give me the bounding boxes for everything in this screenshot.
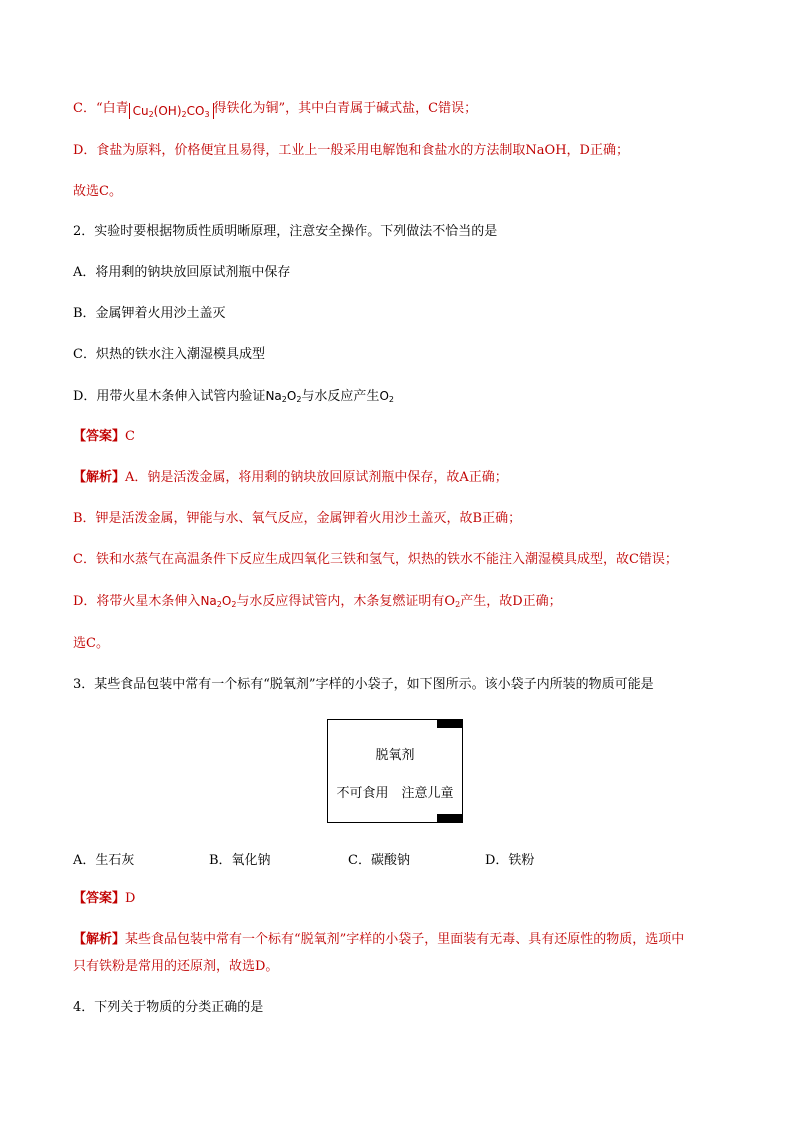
q2-option-a: A．将用剩的钠块放回原试剂瓶中保存 <box>73 265 291 280</box>
prev-option-c <box>73 100 477 119</box>
analysis-d-text: D．将带火星木条伸入 <box>73 594 201 609</box>
q3-option-c: C．碳酸钠 <box>348 853 410 868</box>
q3-option-b: B．氧化钠 <box>209 853 271 868</box>
q2-analysis-c: C．铁和水蒸气在高温条件下反应生成四氧化三铁和氢气，炽热的铁水不能注入潮湿模具成型，故C错误； <box>73 552 678 567</box>
prev-option-c-text: C．“白青 <box>73 101 129 116</box>
answer-value: D <box>125 891 136 906</box>
formula-na-sub: 2 <box>216 600 222 609</box>
answer-tag: 【答案】 <box>73 429 126 444</box>
formula-co: CO <box>186 104 205 118</box>
q3-analysis-1 <box>73 931 684 949</box>
q2-option-c: C．炽热的铁水注入潮湿模具成型 <box>73 347 265 362</box>
q3-option-d: D．铁粉 <box>485 853 535 868</box>
prev-option-c-rest: 得铁化为铜”，其中白青属于碱式盐，C错误； <box>213 101 478 116</box>
package-seal-bottom <box>437 814 463 823</box>
na2o2-formula-analysis <box>200 594 236 608</box>
white-qing-formula <box>129 103 214 119</box>
q3-stem: 3．某些食品包装中常有一个标有“脱氧剂”字样的小袋子，如下图所示。该小袋子内所装的物质可能是 <box>73 677 654 692</box>
formula-na-sub: 2 <box>281 395 287 404</box>
formula-o2-sub: 2 <box>388 395 394 404</box>
analysis-tag: 【解析】 <box>73 932 126 947</box>
package-warning: 不可食用 注意儿童 <box>336 786 454 801</box>
q2-option-d <box>73 387 394 406</box>
q2-analysis-d <box>73 592 562 611</box>
package-seal-top <box>437 719 463 728</box>
formula-co-sub: 3 <box>204 110 210 119</box>
q2-analysis-b: B．钾是活泼金属，钾能与水、氧气反应，金属钾着火用沙土盖灭，故B正确； <box>73 511 522 526</box>
formula-o2: O <box>379 389 389 403</box>
formula-oh: (OH) <box>153 104 182 118</box>
q2-answer <box>73 428 135 446</box>
q2-option-d-text: D．用带火星木条伸入试管内验证 <box>73 389 266 404</box>
q3-analysis-2: 只有铁粉是常用的还原剂，故选D。 <box>73 959 279 974</box>
q2-stem: 2．实验时要根据物质性质明晰原理，注意安全操作。下列做法不恰当的是 <box>73 224 498 239</box>
formula-o2-sub: 2 <box>455 600 461 609</box>
answer-tag: 【答案】 <box>73 891 126 906</box>
formula-na: Na <box>265 389 282 403</box>
q3-answer <box>73 890 135 908</box>
formula-o-sub: 2 <box>296 395 302 404</box>
formula-o: O <box>286 389 297 403</box>
na2o2-formula <box>265 389 301 403</box>
q3-option-a: A．生石灰 <box>73 853 135 868</box>
package-title: 脱氧剂 <box>375 748 415 763</box>
o2-formula <box>379 389 394 403</box>
q2-option-d-rest: 与水反应产生 <box>301 389 380 404</box>
q2-option-b: B．金属钾着火用沙土盖灭 <box>73 306 226 321</box>
deoxidizer-package-figure <box>327 719 463 823</box>
analysis-d-end: 产生，故D正确； <box>460 594 562 609</box>
formula-o: O <box>221 594 232 608</box>
q2-choose: 选C。 <box>73 636 109 651</box>
answer-value: C <box>125 429 135 444</box>
analysis-a-text: A．钠是活泼金属，将用剩的钠块放回原试剂瓶中保存，故A正确； <box>125 470 508 485</box>
formula-o-sub: 2 <box>231 600 237 609</box>
analysis-tag: 【解析】 <box>73 470 126 485</box>
analysis-d-mid: 与水反应得试管内，木条复燃证明有O <box>236 594 456 609</box>
formula-cu-sub: 2 <box>148 110 154 119</box>
formula-oh-sub: 2 <box>181 110 187 119</box>
prev-choose: 故选C。 <box>73 184 122 199</box>
q2-analysis-a <box>73 469 508 487</box>
formula-na: Na <box>200 594 217 608</box>
formula-cu: Cu <box>132 104 149 118</box>
prev-option-d: D．食盐为原料，价格便宜且易得，工业上一般采用电解饱和食盐水的方法制取NaOH，D正确； <box>73 143 629 158</box>
analysis-1-text: 某些食品包装中常有一个标有“脱氧剂”字样的小袋子，里面装有无毒、具有还原性的物质，选项中 <box>125 932 685 947</box>
q4-stem: 4．下列关于物质的分类正确的是 <box>73 1000 264 1015</box>
